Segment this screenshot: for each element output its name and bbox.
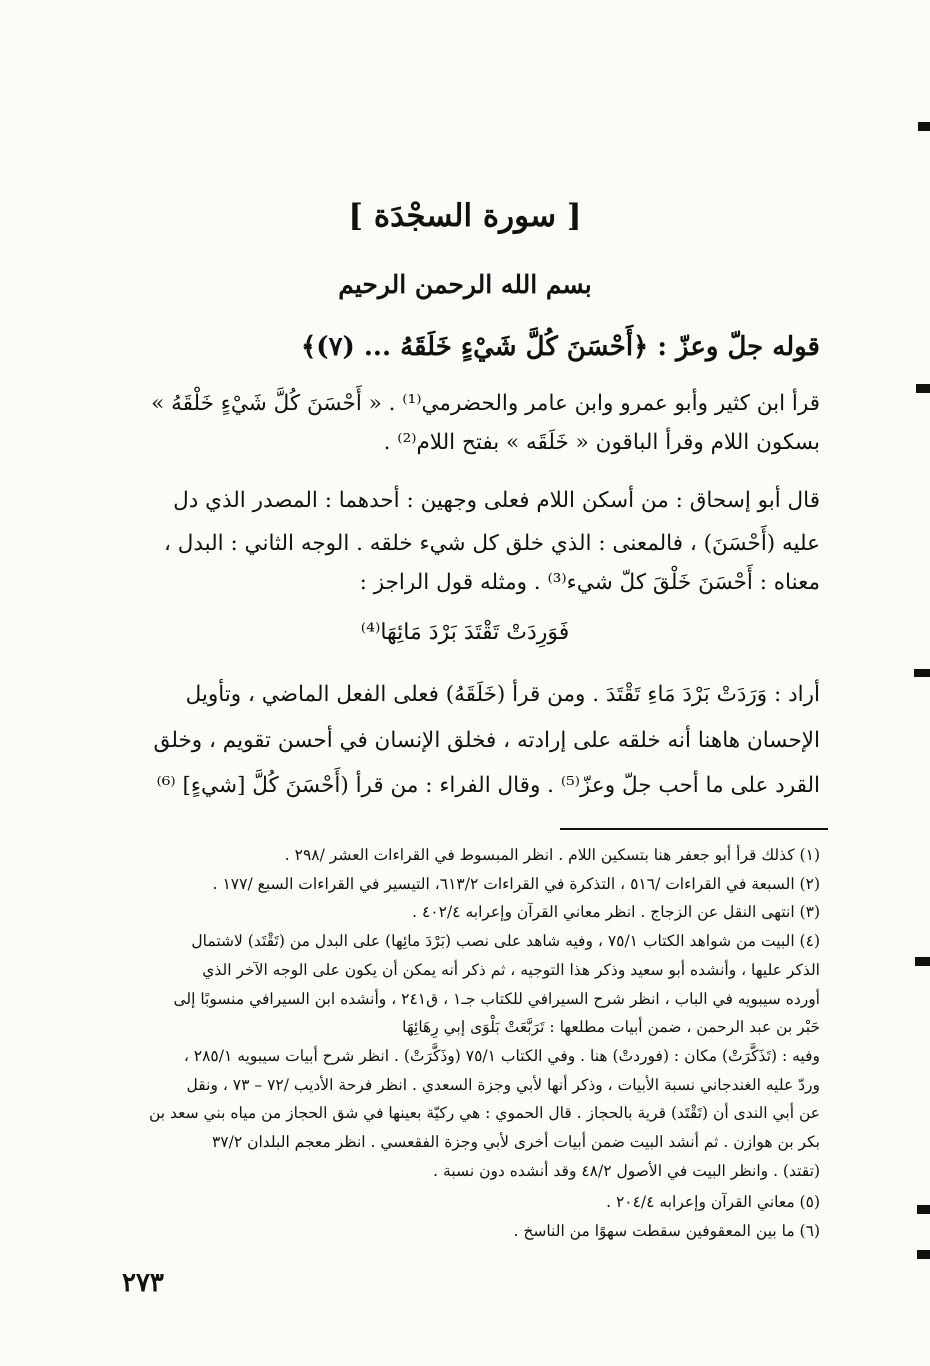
footnote-separator xyxy=(560,828,828,830)
footnote-line: حَبْر بن عبد الرحمن ، ضمن أبيات مطلعها : تَرَبَّعَتْ بَلْوَى إبي رِهَائِهَا xyxy=(402,1018,820,1036)
footnote-line: الذكر عليها ، وأنشده أبو سعيد وذكر هذا التوجيه ، ثم ذكر أنه يمكن أن يكون على الوجه الآخر الذي xyxy=(202,961,820,979)
scan-edge-mark xyxy=(915,957,930,966)
footnote-line: (٥) معاني القرآن وإعرابه ٢٠٤/٤ . xyxy=(606,1193,820,1211)
footnote-line: وردّ عليه الغندجاني نسبة الأبيات ، وذكر أنها لأبي وجزة السعدي . انظر فرحة الأديب /٧٢ – ٧٣ ، ونقل xyxy=(186,1076,820,1094)
scan-edge-mark xyxy=(917,1205,930,1214)
paragraph-line: قرأ ابن كثير وأبو عمرو وابن عامر والحضرمي⁽¹⁾ . « أَحْسَنَ كُلَّ شَيْءٍ خَلْقَهُ » xyxy=(151,391,820,416)
paragraph-line: الإحسان هاهنا أنه خلقه على إرادته ، فخلق الإنسان في أحسن تقويم ، وخلق xyxy=(153,728,820,753)
paragraph-line: أراد : وَرَدَتْ بَرْدَ مَاءِ تَقْتَدَ . ومن قرأ (خَلَقَهُ) فعلى الفعل الماضي ، وتأويل xyxy=(185,682,820,707)
basmala: بسم الله الرحمن الرحيم xyxy=(338,270,592,299)
surah-title: [ سورة السجْدَة ] xyxy=(348,198,582,234)
footnote-line: (٤) البيت من شواهد الكتاب ٧٥/١ ، وفيه شاهد على نصب (بَرْدَ مائِها) على البدل من (تَقْتَد) لاشتمال xyxy=(191,932,820,950)
paragraph-line: معناه : أَحْسَنَ خَلْقَ كلّ شيء⁽³⁾ . ومثله قول الراجز : xyxy=(359,570,820,595)
paragraph-line: عليه (أَحْسَنَ) ، فالمعنى : الذي خلق كل شيء خلقه . الوجه الثاني : البدل ، xyxy=(163,531,820,556)
footnote-line: أورده سيبويه في الباب ، انظر شرح السيرافي للكتاب جـ١ ، ق٢٤١ ، وأنشده ابن السيرافي منسوبًا إلى xyxy=(173,990,820,1008)
paragraph-line: القرد على ما أحب جلّ وعزّ⁽⁵⁾ . وقال الفراء : من قرأ (أَحْسَنَ كُلَّ [شيءٍ] ⁽⁶⁾ xyxy=(156,773,820,798)
poem-verse: فَوَرِدَتْ تَقْتَدَ بَرْدَ مَائِهَا⁽⁴⁾ xyxy=(360,620,570,645)
page-number: ٢٧٣ xyxy=(122,1268,164,1298)
paragraph-line: قال أبو إسحاق : من أسكن اللام فعلى وجهين : أحدهما : المصدر الذي دل xyxy=(173,488,820,513)
verse-heading: قوله جلّ وعزّ : ﴿أَحْسَنَ كُلَّ شَيْءٍ خَلَقَهُ ... (٧)﴾ xyxy=(301,332,820,362)
footnote-line: (٣) انتهى النقل عن الزجاج . انظر معاني القرآن وإعرابه ٤٠٢/٤ . xyxy=(412,903,820,921)
footnote-line: (٦) ما بين المعقوفين سقطت سهوًا من الناسخ . xyxy=(513,1222,820,1240)
scan-edge-mark xyxy=(917,1250,930,1259)
scan-edge-mark xyxy=(918,122,930,131)
footnote-line: (١) كذلك قرأ أبو جعفر هنا بتسكين اللام . انظر المبسوط في القراءات العشر /٢٩٨ . xyxy=(284,846,820,864)
footnote-line: وفيه : (تَذَكَّرَتْ) مكان : (فوردتْ) هنا . وفي الكتاب ٧٥/١ (وذَكَّرَتْ) . انظر شرح أبيات سيبويه ٢٨٥/١ ، xyxy=(183,1047,820,1065)
footnote-line: (تقتد) . وانظر البيت في الأصول ٤٨/٢ وقد أنشده دون نسبة . xyxy=(433,1162,820,1180)
footnote-line: (٢) السبعة في القراءات /٥١٦ ، التذكرة في القراءات ٦١٣/٢، التيسير في القراءات السبع /١٧٧ . xyxy=(212,875,820,893)
scan-edge-mark xyxy=(916,384,930,393)
scan-edge-mark xyxy=(914,669,930,677)
footnote-line: بكر بن هوازن . ثم أنشد البيت ضمن أبيات أخرى لأبي وجزة الفقعسي . انظر معجم البلدان ٣٧/٢ xyxy=(211,1133,820,1151)
paragraph-line: بسكون اللام وقرأ الباقون « خَلَقَه » بفتح اللام⁽²⁾ . xyxy=(383,430,820,455)
footnote-line: عن أبي الندى أن (تَقْتَد) قرية بالحجاز . قال الحموي : هي ركيّة بعينها في شق الحجاز من مياه بني سعد بن xyxy=(148,1104,820,1122)
